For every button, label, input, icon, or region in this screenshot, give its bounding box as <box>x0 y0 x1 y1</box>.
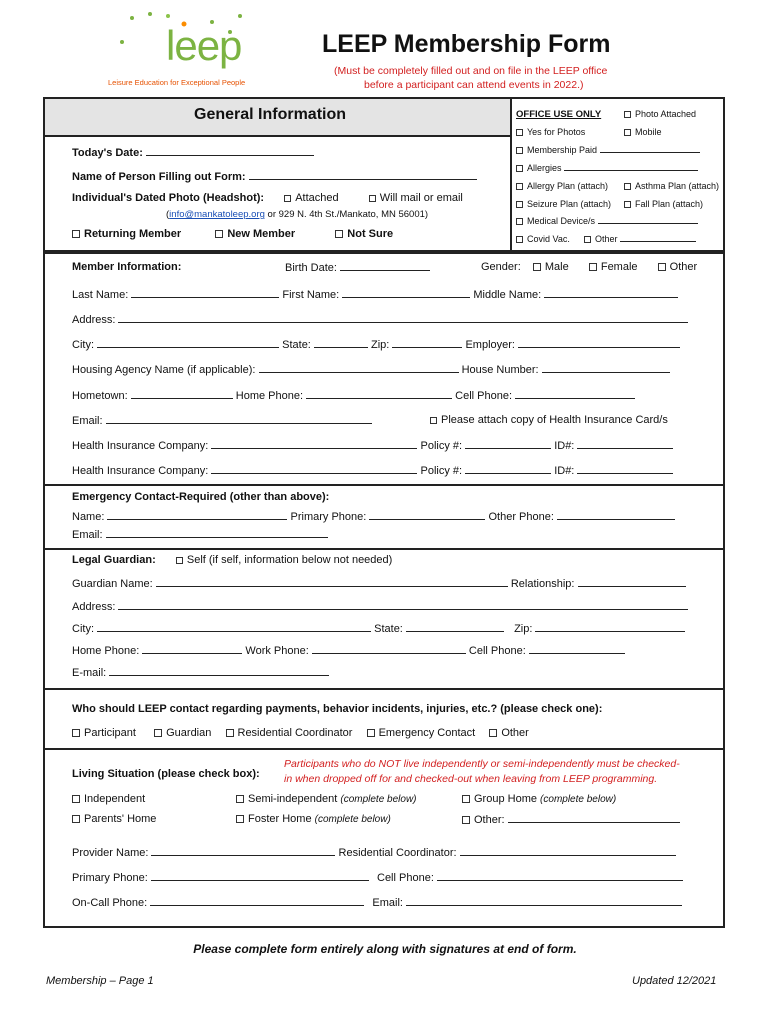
housing-agency-label: Housing Agency Name (if applicable): <box>72 364 256 376</box>
office-seizure-plan-label: Seizure Plan (attach) <box>527 199 612 209</box>
housing-row <box>72 363 670 376</box>
guardian-self-checkbox[interactable] <box>176 557 183 564</box>
birth-date-row <box>285 261 430 274</box>
office-allergies-checkbox[interactable] <box>516 165 523 172</box>
emergency-email-row <box>72 528 328 541</box>
email-link[interactable]: info@mankatoleep.org <box>169 209 265 220</box>
office-fall-plan-checkbox[interactable] <box>624 201 631 208</box>
housing-agency-field[interactable] <box>259 363 459 373</box>
id-label-2: ID#: <box>554 465 575 477</box>
contact-res-coord-label: Residential Coordinator <box>237 727 353 739</box>
living-heading: Living Situation (please check box): <box>72 768 260 780</box>
todays-date-row <box>72 146 314 159</box>
guardian-work-phone-field[interactable] <box>312 644 466 654</box>
living-other-checkbox[interactable] <box>462 816 470 824</box>
contact-question-row <box>72 703 602 715</box>
email-field[interactable] <box>106 414 372 424</box>
living-email-label: Email: <box>372 897 403 909</box>
footer-page: Membership – Page 1 <box>46 975 154 987</box>
state-field[interactable] <box>314 338 368 348</box>
office-seizure-plan-checkbox[interactable] <box>516 201 523 208</box>
policy-label-2: Policy #: <box>420 465 463 477</box>
office-allergy-plan-checkbox[interactable] <box>516 183 523 190</box>
address-note: or 929 N. 4th St./Mankato, MN 56001) <box>264 209 429 220</box>
group-home-label: Group Home <box>474 793 537 805</box>
female-label: Female <box>600 261 638 273</box>
office-other <box>584 234 696 244</box>
office-seizure-plan <box>516 199 611 209</box>
guardian-zip-field[interactable] <box>535 622 685 632</box>
city-label: City: <box>72 339 94 351</box>
contact-participant-label: Participant <box>84 727 136 739</box>
guardian-phone-row <box>72 644 625 657</box>
office-mobile-checkbox[interactable] <box>624 129 631 136</box>
footer-updated: Updated 12/2021 <box>632 975 717 987</box>
office-membership-paid-label: Membership Paid <box>527 145 598 155</box>
guardian-email-row <box>72 666 329 679</box>
living-parents <box>72 813 156 825</box>
office-fall-plan <box>624 199 703 209</box>
emergency-heading-row <box>72 491 329 503</box>
phone-row <box>72 389 635 402</box>
office-allergy-plan-label: Allergy Plan (attach) <box>527 181 609 191</box>
health-insurance-field-2[interactable] <box>211 464 417 474</box>
contact-guardian-label: Guardian <box>166 727 212 739</box>
emergency-email-field[interactable] <box>106 528 328 538</box>
provider-label: Provider Name: <box>72 847 149 859</box>
address-label: Address: <box>72 314 116 326</box>
home-phone-field[interactable] <box>306 389 452 399</box>
oncall-row <box>72 896 682 909</box>
logo <box>108 8 268 90</box>
contact-emergency-label: Emergency Contact <box>378 727 476 739</box>
office-asthma-plan-label: Asthma Plan (attach) <box>635 181 720 191</box>
birth-date-field[interactable] <box>340 261 430 271</box>
living-email-field[interactable] <box>406 896 682 906</box>
living-group <box>462 793 616 805</box>
gender-row <box>481 261 697 273</box>
logo-tagline: Leisure Education for Exceptional People <box>108 78 246 87</box>
photo-row <box>72 192 463 204</box>
hometown-label: Hometown: <box>72 390 128 402</box>
living-other-label: Other: <box>474 814 505 826</box>
id-field[interactable] <box>577 439 673 449</box>
office-allergies <box>516 163 698 173</box>
policy-label: Policy #: <box>420 440 463 452</box>
office-asthma-plan <box>624 181 719 191</box>
guardian-cell-phone-label: Cell Phone: <box>468 645 526 657</box>
guardian-name-field[interactable] <box>156 577 508 587</box>
office-medical-devices-field[interactable] <box>598 216 698 224</box>
living-foster <box>236 813 391 825</box>
guardian-state-field[interactable] <box>406 622 504 632</box>
emergency-primary-phone-label: Primary Phone: <box>290 511 367 523</box>
health-insurance-label: Health Insurance Company: <box>72 440 209 452</box>
will-mail-label: Will mail or email <box>379 192 463 204</box>
member-type-row <box>72 228 393 240</box>
email-label: Email: <box>72 415 103 427</box>
emergency-other-phone-field[interactable] <box>557 510 675 520</box>
living-independent <box>72 793 145 805</box>
office-other-label: Other <box>595 234 618 244</box>
gender-other-label: Other <box>669 261 698 273</box>
guardian-address-row <box>72 600 688 613</box>
office-photo-attached-label: Photo Attached <box>635 109 697 119</box>
logo-word: leep <box>166 22 242 69</box>
semi-label: Semi-independent <box>248 793 338 805</box>
footer-instruction: Please complete form entirely along with signatures at end of form. <box>193 942 577 956</box>
living-phone-row <box>72 871 683 884</box>
foster-checkbox[interactable] <box>236 815 244 823</box>
member-heading-row <box>72 261 181 273</box>
office-mobile <box>624 127 662 137</box>
emergency-heading: Emergency Contact-Required (other than above): <box>72 491 330 503</box>
contact-guardian-checkbox[interactable] <box>154 729 162 737</box>
living-other <box>462 813 680 826</box>
zip-field[interactable] <box>392 338 462 348</box>
middle-name-field[interactable] <box>544 288 678 298</box>
office-medical-devices <box>516 216 698 226</box>
male-checkbox[interactable] <box>533 263 541 271</box>
emergency-other-phone-label: Other Phone: <box>488 511 554 523</box>
email-row <box>72 414 372 427</box>
guardian-state-label: State: <box>374 623 403 635</box>
provider-field[interactable] <box>151 846 335 856</box>
returning-checkbox[interactable] <box>72 230 80 238</box>
policy-field[interactable] <box>465 439 551 449</box>
photo-label: Individual's Dated Photo (Headshot): <box>72 192 265 204</box>
foster-label: Foster Home <box>248 813 312 825</box>
office-covid-vac-checkbox[interactable] <box>516 236 523 243</box>
home-phone-label: Home Phone: <box>235 390 304 402</box>
living-cell-phone-label: Cell Phone: <box>377 872 434 884</box>
city-row <box>72 338 680 351</box>
last-name-label: Last Name: <box>72 289 129 301</box>
emergency-email-label: Email: <box>72 529 103 541</box>
subtitle-line-1: (Must be completely filled out and on file in the LEEP office <box>334 65 608 77</box>
semi-note: (complete below) <box>340 794 417 805</box>
office-title-row <box>516 109 601 120</box>
male-label: Male <box>544 261 569 273</box>
office-other-field[interactable] <box>620 234 696 242</box>
provider-row <box>72 846 676 859</box>
living-primary-phone-field[interactable] <box>151 871 369 881</box>
guardian-self-note: Self (if self, information below not needed) <box>186 554 393 566</box>
office-mobile-label: Mobile <box>635 127 662 137</box>
emergency-name-label: Name: <box>72 511 105 523</box>
birth-date-label: Birth Date: <box>285 262 337 274</box>
emergency-name-row <box>72 510 675 523</box>
photo-address-note <box>166 209 428 220</box>
independent-checkbox[interactable] <box>72 795 80 803</box>
group-note: (complete below) <box>540 794 617 805</box>
gender-label: Gender: <box>481 261 521 273</box>
semi-checkbox[interactable] <box>236 795 244 803</box>
office-yes-photos-label: Yes for Photos <box>527 127 586 137</box>
employer-field[interactable] <box>518 338 680 348</box>
foster-note: (complete below) <box>314 814 391 825</box>
guardian-city-label: City: <box>72 623 94 635</box>
parents-home-label: Parents' Home <box>84 813 157 825</box>
new-member-label: New Member <box>227 228 296 240</box>
house-number-label: House Number: <box>461 364 539 376</box>
guardian-zip-label: Zip: <box>514 623 533 635</box>
office-fall-plan-label: Fall Plan (attach) <box>635 199 704 209</box>
not-sure-label: Not Sure <box>347 228 394 240</box>
state-label: State: <box>282 339 311 351</box>
contact-emergency-checkbox[interactable] <box>367 729 375 737</box>
living-cell-phone-field[interactable] <box>437 871 683 881</box>
living-note-2: in when dropped off for and checked-out when leaving from LEEP programming. <box>284 773 658 785</box>
address-field[interactable] <box>118 313 688 323</box>
oncall-phone-field[interactable] <box>150 896 364 906</box>
living-semi <box>236 793 417 805</box>
insurance-row-1 <box>72 439 673 452</box>
health-insurance-label-2: Health Insurance Company: <box>72 465 209 477</box>
living-heading-row <box>72 768 260 780</box>
page-title: LEEP Membership Form <box>322 30 611 58</box>
contact-participant-checkbox[interactable] <box>72 729 80 737</box>
guardian-work-phone-label: Work Phone: <box>245 645 309 657</box>
living-primary-phone-label: Primary Phone: <box>72 872 148 884</box>
guardian-email-field[interactable] <box>109 666 329 676</box>
guardian-heading-row <box>72 554 392 566</box>
insurance-note-row <box>430 414 668 426</box>
cell-phone-field[interactable] <box>515 389 635 399</box>
office-membership-paid-field[interactable] <box>600 145 700 153</box>
city-field[interactable] <box>97 338 279 348</box>
insurance-card-checkbox[interactable] <box>430 417 437 424</box>
guardian-city-field[interactable] <box>97 622 371 632</box>
office-covid-vac-label: Covid Vac. <box>527 234 570 244</box>
name-row <box>72 288 678 301</box>
guardian-address-field[interactable] <box>118 600 688 610</box>
res-coord-label: Residential Coordinator: <box>338 847 457 859</box>
last-name-field[interactable] <box>131 288 279 298</box>
contact-question: Who should LEEP contact regarding payments, behavior incidents, injuries, etc.? (please check one): <box>72 703 603 715</box>
id-label: ID#: <box>554 440 575 452</box>
zip-label: Zip: <box>371 339 390 351</box>
office-photo-attached <box>624 109 696 119</box>
first-name-label: First Name: <box>282 289 340 301</box>
guardian-name-row <box>72 577 686 590</box>
guardian-cell-phone-field[interactable] <box>529 644 625 654</box>
new-member-checkbox[interactable] <box>215 230 223 238</box>
hometown-field[interactable] <box>131 389 233 399</box>
contact-res-coord-checkbox[interactable] <box>226 729 234 737</box>
subtitle-line-2: before a participant can attend events in 2022.) <box>364 79 584 91</box>
photo-attached-checkbox[interactable] <box>284 195 291 202</box>
office-medical-devices-checkbox[interactable] <box>516 218 523 225</box>
office-allergy-plan <box>516 181 608 191</box>
office-asthma-plan-checkbox[interactable] <box>624 183 631 190</box>
office-yes-photos-checkbox[interactable] <box>516 129 523 136</box>
todays-date-label: Today's Date: <box>72 147 143 159</box>
guardian-home-phone-field[interactable] <box>142 644 242 654</box>
res-coord-field[interactable] <box>460 846 676 856</box>
office-title: OFFICE USE ONLY <box>516 109 602 120</box>
returning-label: Returning Member <box>84 228 182 240</box>
insurance-row-2 <box>72 464 673 477</box>
office-medical-devices-label: Medical Device/s <box>527 216 596 226</box>
contact-box <box>43 688 725 750</box>
person-filling-row <box>72 170 477 183</box>
contact-other-checkbox[interactable] <box>489 729 497 737</box>
office-allergies-field[interactable] <box>564 163 698 171</box>
employer-label: Employer: <box>465 339 515 351</box>
paren-open: ( <box>166 209 170 220</box>
office-other-checkbox[interactable] <box>584 236 591 243</box>
relationship-field[interactable] <box>578 577 686 587</box>
guardian-email-label: E-mail: <box>72 667 107 679</box>
address-row <box>72 313 688 326</box>
independent-label: Independent <box>84 793 146 805</box>
not-sure-checkbox[interactable] <box>335 230 343 238</box>
contact-other-label: Other <box>501 727 529 739</box>
todays-date-field[interactable] <box>146 146 314 156</box>
office-membership-paid <box>516 145 700 155</box>
office-divider <box>510 99 512 252</box>
contact-options-row <box>72 727 529 739</box>
parents-home-checkbox[interactable] <box>72 815 80 823</box>
emergency-primary-phone-field[interactable] <box>369 510 485 520</box>
female-checkbox[interactable] <box>589 263 597 271</box>
office-yes-photos <box>516 127 585 137</box>
attached-label: Attached <box>295 192 339 204</box>
emergency-name-field[interactable] <box>107 510 287 520</box>
office-membership-paid-checkbox[interactable] <box>516 147 523 154</box>
id-field-2[interactable] <box>577 464 673 474</box>
guardian-name-label: Guardian Name: <box>72 578 153 590</box>
middle-name-label: Middle Name: <box>473 289 542 301</box>
living-note-1: Participants who do NOT live independently or semi-independently must be checked- <box>284 758 680 770</box>
office-covid-vac <box>516 234 570 244</box>
house-number-field[interactable] <box>542 363 670 373</box>
health-insurance-field[interactable] <box>211 439 417 449</box>
general-info-heading: General Information <box>194 106 347 123</box>
cell-phone-label: Cell Phone: <box>455 390 513 402</box>
will-mail-checkbox[interactable] <box>369 195 376 202</box>
living-other-field[interactable] <box>508 813 680 823</box>
guardian-heading: Legal Guardian: <box>72 554 156 566</box>
policy-field-2[interactable] <box>465 464 551 474</box>
person-filling-label: Name of Person Filling out Form: <box>72 171 246 183</box>
person-filling-field[interactable] <box>249 170 477 180</box>
office-allergies-label: Allergies <box>527 163 562 173</box>
guardian-home-phone-label: Home Phone: <box>72 645 140 657</box>
relationship-label: Relationship: <box>510 578 575 590</box>
first-name-field[interactable] <box>342 288 470 298</box>
insurance-note: Please attach copy of Health Insurance Card/s <box>441 414 668 426</box>
gender-other-checkbox[interactable] <box>658 263 666 271</box>
oncall-phone-label: On-Call Phone: <box>72 897 148 909</box>
guardian-address-label: Address: <box>72 601 116 613</box>
office-photo-attached-checkbox[interactable] <box>624 111 631 118</box>
member-heading: Member Information: <box>72 261 182 273</box>
guardian-city-row <box>72 622 685 635</box>
group-home-checkbox[interactable] <box>462 795 470 803</box>
